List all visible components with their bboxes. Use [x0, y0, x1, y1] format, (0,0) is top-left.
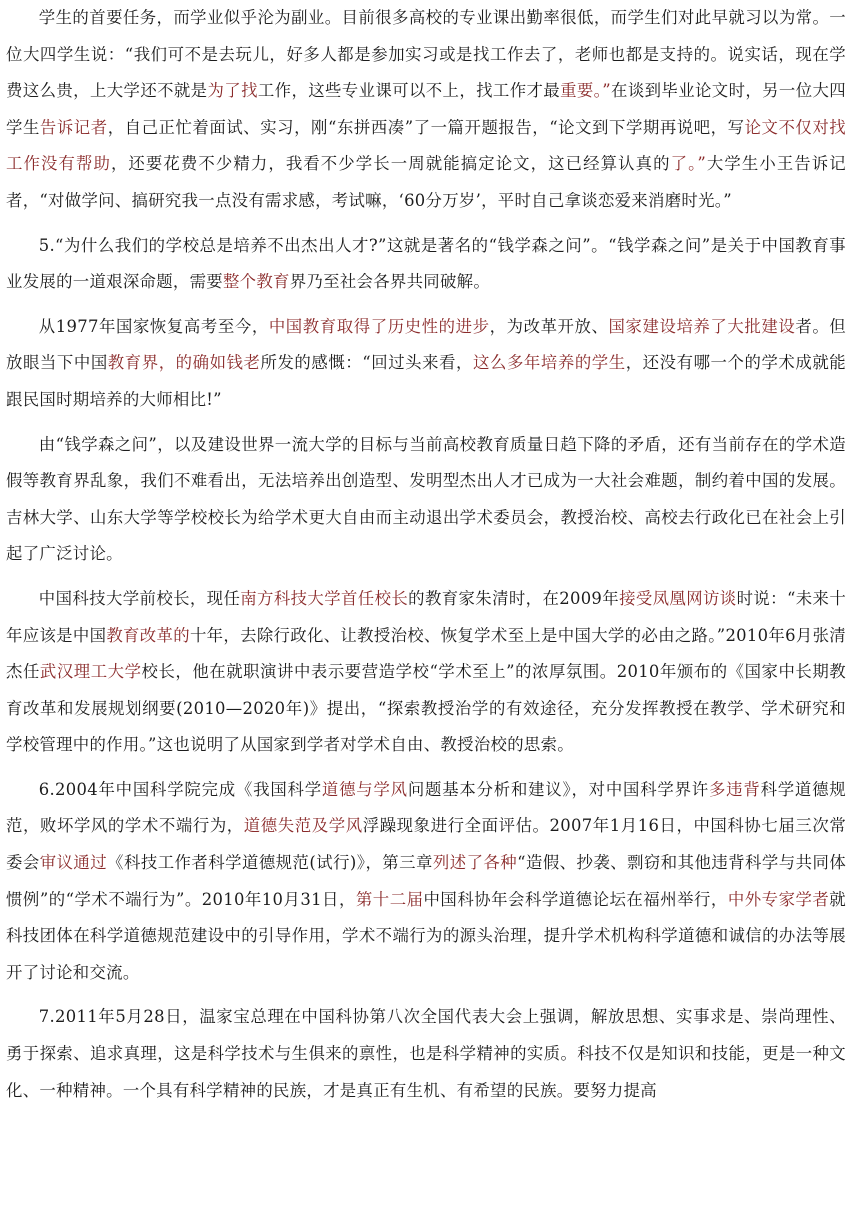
- highlighted-text: 中国教育取得了历史性的进步: [268, 316, 490, 336]
- text-segment: “造假、抄袭、剽窃和其他违背科学与共同体惯例”的“学术不端行为”。2010年10月31日，: [6, 853, 847, 909]
- text-segment: 浮躁现象进行全面评估。2007年1月16日，中国科协七届三次常委会: [6, 816, 847, 873]
- text-segment: 6.2004年中国科学院完成《我国科学: [38, 779, 322, 799]
- text-segment: 从1977年国家恢复高考至今，: [38, 316, 269, 336]
- text-segment: 所发的感慨：“回过头来看，: [260, 353, 474, 373]
- text-segment: 十年，去除行政化、让教授治校、恢复学术至上是中国大学的必由之路。”2010年6月张清杰任: [6, 625, 847, 682]
- text-segment: 在谈到毕业论文时，另一位大四学生: [6, 81, 846, 137]
- paragraph: [6, 999, 846, 1109]
- highlighted-text: 列述了各种: [432, 853, 518, 873]
- text-segment: 时说：“未来十年应该是中国: [6, 588, 847, 645]
- text-segment: ，还没有哪一个的学术成就能跟民国时期培养的大师相比!”: [6, 353, 846, 409]
- highlighted-text: 重要。”: [560, 81, 611, 101]
- text-segment: ，还要花费不少精力，我看不少学长一周就能搞定论文，这已经算认真的: [110, 154, 671, 174]
- highlighted-text: 第十二届: [355, 889, 424, 909]
- highlighted-text: 中外专家学者: [727, 889, 830, 909]
- highlighted-text: 整个教育: [222, 272, 290, 292]
- highlighted-text: 教育界，的确如钱老: [107, 353, 261, 373]
- text-segment: ，自己正忙着面试、实习，刚“东拼西凑”了一篇开题报告，“论文到下学期再说吧，写: [107, 117, 745, 137]
- paragraph: [6, 309, 846, 419]
- highlighted-text: 告诉记者: [39, 117, 108, 137]
- text-segment: 大学生小王告诉记者，“对做学问、搞研究我一点没有需求感，考试嘛，‘60分万岁’，平时自己拿谈恋爱来消磨时光。”: [6, 154, 846, 210]
- highlighted-text: 道德与学风: [321, 779, 408, 799]
- text-segment: 由“钱学森之问”，以及建设世界一流大学的目标与当前高校教育质量日趋下降的矛盾，还有当前存在的学术造假等教育界乱象，我们不难看出，无法培养出创造型、发明型杰出人才已成为一大社会难题，制约着中国的发展。吉林大学、山东大学等学校校长为给学术更大自由而主动退出学术委员会，教授治校、高校去行政化已在社会上引起了广泛讨论。: [6, 434, 846, 564]
- highlighted-text: 南方科技大学首任校长: [240, 588, 409, 608]
- text-segment: 者。但放眼当下中国: [6, 316, 847, 373]
- highlighted-text: 多违背: [709, 779, 761, 799]
- paragraph: [6, 581, 846, 764]
- text-segment: 中国科技大学前校长，现任: [38, 588, 241, 608]
- text-segment: 学生的首要任务，而学业似乎沦为副业。目前很多高校的专业课出勤率很低，而学生们对此早就习以为常。一位大四学生说：“我们可不是去玩儿，好多人都是参加实习或是找工作去了，老师也都是支持的。说实话，现在学费这么贵，上大学还不就是: [6, 8, 846, 101]
- highlighted-text: 国家建设培养了大批建设: [608, 316, 796, 336]
- text-segment: 工作，这些专业课可以不上，找工作才最: [257, 81, 561, 101]
- paragraph: [6, 0, 846, 220]
- document-body: [6, 0, 846, 1109]
- text-segment: 界乃至社会各界共同破解。: [289, 272, 491, 292]
- text-segment: ，为改革开放、: [489, 316, 609, 336]
- text-segment: 5.“为什么我们的学校总是培养不出杰出人才?”这就是著名的“钱学森之问”。“钱学森之问”是关于中国教育事业发展的一道艰深命题，需要: [6, 235, 846, 292]
- text-segment: 7.2011年5月28日，温家宝总理在中国科协第八次全国代表大会上强调，解放思想、实事求是、崇尚理性、勇于探索、追求真理，这是科学技术与生俱来的禀性，也是科学精神的实质。科技不仅是知识和技能，更是一种文化、一种精神。一个具有科学精神的民族，才是真正有生机、有希望的民族。要努力提高: [6, 1007, 846, 1100]
- highlighted-text: 论文不仅对找工作没有帮助: [6, 117, 846, 174]
- paragraph: [6, 427, 846, 573]
- text-segment: 就科技团体在科学道德规范建设中的引导作用，学术不端行为的源头治理，提升学术机构科学道德和诚信的办法等展开了讨论和交流。: [6, 889, 846, 982]
- highlighted-text: 这么多年培养的学生: [473, 353, 626, 373]
- paragraph: [6, 228, 846, 301]
- text-segment: 《科技工作者科学道德规范(试行)》，第三章: [107, 853, 433, 873]
- paragraph: [6, 772, 846, 992]
- highlighted-text: 接受凤凰网访谈: [619, 588, 737, 608]
- highlighted-text: 道德失范及学风: [243, 816, 363, 836]
- text-segment: 校长，他在就职演讲中表示要营造学校“学术至上”的浓厚氛围。2010年颁布的《国家中长期教育改革和发展规划纲要(2010—2020年)》提出，“探索教授治学的有效途径，充分发挥教授在教学、学术研究和学校管理中的作用。”这也说明了从国家到学者对学术自由、教授治校的思索。: [6, 662, 846, 755]
- text-segment: 的教育家朱清时，在2009年: [408, 588, 620, 608]
- highlighted-text: 了。”: [670, 154, 707, 174]
- highlighted-text: 教育改革的: [106, 625, 190, 645]
- highlighted-text: 武汉理工大学: [39, 662, 142, 682]
- highlighted-text: 审议通过: [39, 853, 108, 873]
- text-segment: 科学道德规范，败坏学风的学术不端行为，: [6, 779, 847, 836]
- text-segment: 中国科协年会科学道德论坛在福州举行，: [423, 889, 728, 909]
- text-segment: 问题基本分析和建议》，对中国科学界许: [407, 779, 709, 799]
- highlighted-text: 为了找: [207, 81, 258, 101]
